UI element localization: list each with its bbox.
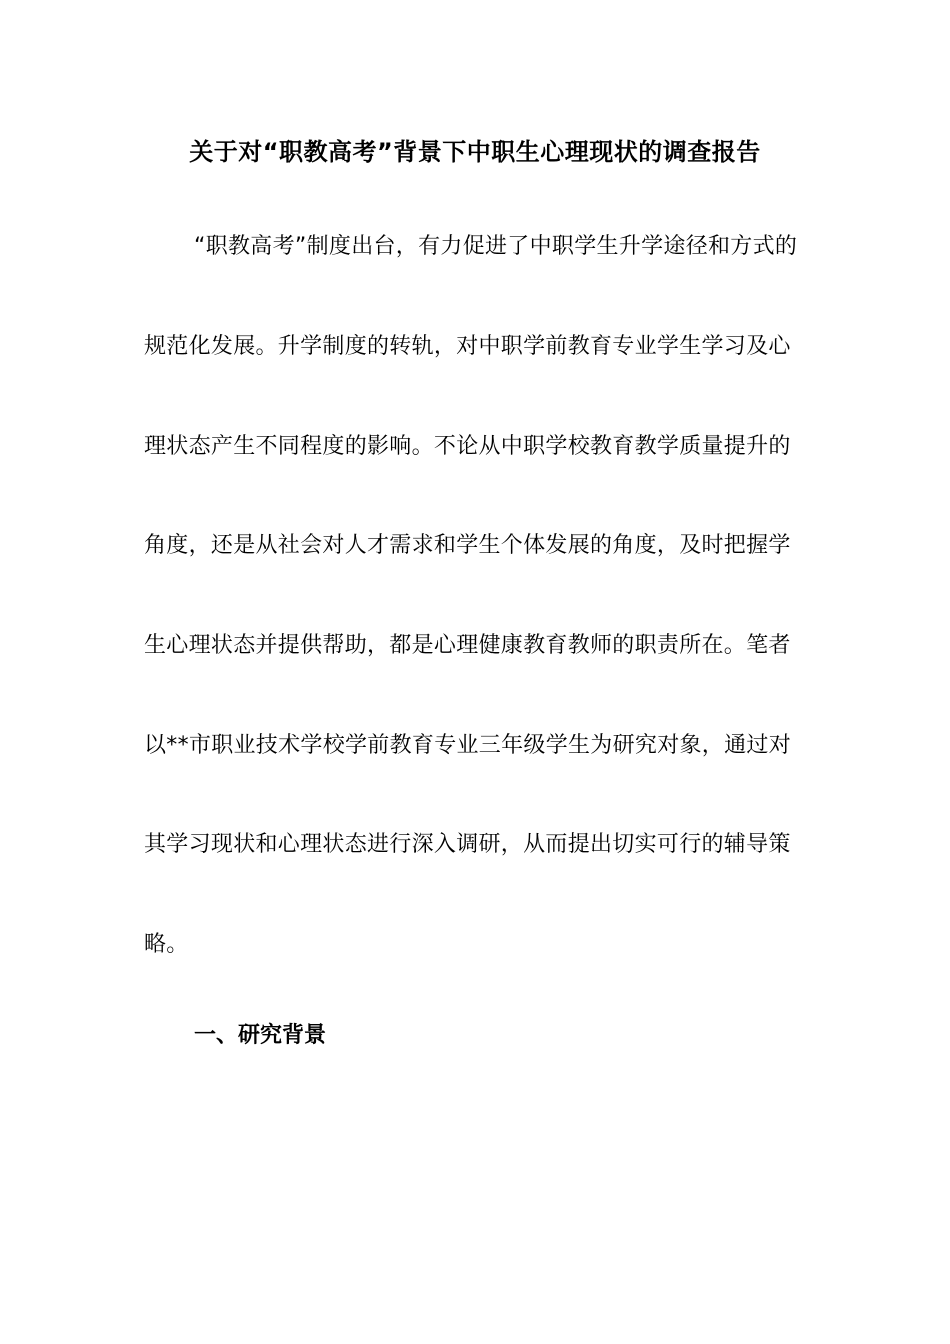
paragraph-line: 以**市职业技术学校学前教育专业三年级学生为研究对象，通过对 <box>144 733 792 758</box>
paragraph-line: 略。 <box>144 932 189 957</box>
paragraph-line: 角度，还是从社会对人才需求和学生个体发展的角度，及时把握学 <box>144 533 791 558</box>
paragraph-line: 理状态产生不同程度的影响。不论从中职学校教育教学质量提升的 <box>144 434 791 459</box>
paragraph-line: 其学习现状和心理状态进行深入调研，从而提出切实可行的辅导策 <box>144 832 791 857</box>
paragraph-line: “职教高考”制度出台，有力促进了中职学生升学途径和方式的 <box>194 234 798 259</box>
document-title: 关于对“职教高考”背景下中职生心理现状的调查报告 <box>189 138 761 166</box>
paragraph-line: 生心理状态并提供帮助，都是心理健康教育教师的职责所在。笔者 <box>144 633 791 658</box>
paragraph-line: 规范化发展。升学制度的转轨，对中职学前教育专业学生学习及心 <box>144 334 791 359</box>
section-heading: 一、研究背景 <box>194 1023 327 1048</box>
